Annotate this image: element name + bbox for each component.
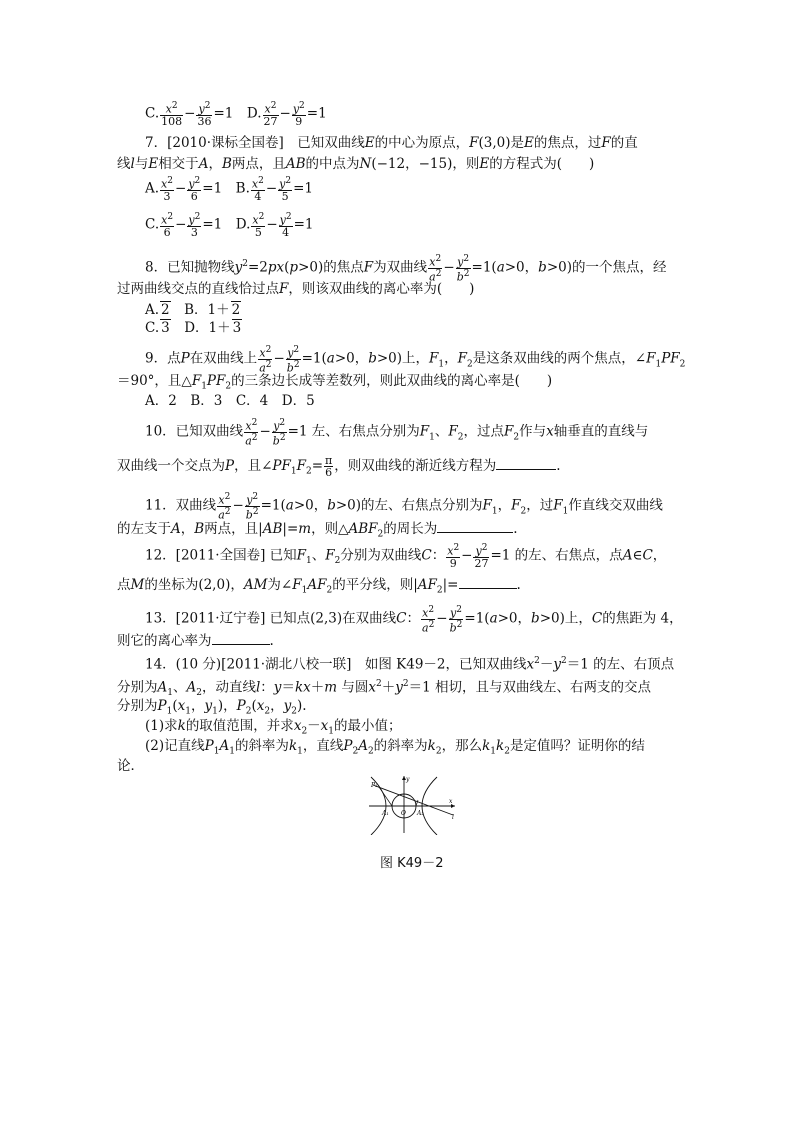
- text-line: 点M的坐标为(2,0)，AM为$\angle F_1AF_2$的平分线，则$|AF_2|=$ .: [117, 577, 521, 596]
- text-line: 14．(10 分)[2011·湖北八校一联] 如图 K49－2，已知双曲线$x^2-y^2=1$ 的左、右顶点: [145, 656, 675, 673]
- text-line: (1)求k的取值范围，并求$x_2-x_1$的最小值；: [145, 718, 402, 737]
- label-l: l: [452, 814, 454, 821]
- text-line: 12．[2011·全国卷] 已知$F_1$、$F_2$分别为双曲线C： $\frac{x^2}{9}$ − $\frac{y^2}{27}$ =1 的左、右焦点，点A∈C，: [145, 543, 667, 570]
- text-line: A．2 B．3 C．4 D．5: [145, 393, 315, 409]
- text-line: 分别为$P_1(x_1$，$y_1$)，$P_2(x_2$，$y_2$).: [117, 698, 307, 717]
- text-line: 8．已知抛物线$y^2=2px(p>0)$的焦点F为双曲线 $\frac{x^2}{a^2}$ − $\frac{y^2}{b^2}$ =1(a>0，b>0)的一个焦点，经: [145, 254, 667, 284]
- label-x: x: [449, 798, 453, 805]
- text-line: 9．点P在双曲线上 $\frac{x^2}{a^2}$ − $\frac{y^2}{b^2}$ =1(a>0，b>0)上，$F_1$，$F_2$是这条双曲线的两个焦点，$\angle F_1PF_2$: [145, 345, 686, 375]
- text-line: 13．[2011·辽宁卷] 已知点(2,3)在双曲线C： $\frac{x^2}{a^2}$ − $\frac{y^2}{b^2}$ =1(a>0，b>0)上，C的焦距为 4，: [145, 605, 683, 635]
- text-line: 线l与E相交于A，B两点，且AB的中点为N(−12，−15)，则E的方程式为( ): [117, 156, 595, 172]
- text-line: A. 2 B．1＋ 2: [145, 302, 241, 318]
- label-o: O: [401, 810, 406, 817]
- label-y: y: [406, 776, 410, 783]
- text-line: (2)记直线$P_1A_1$的斜率为$k_1$，直线$P_2A_2$的斜率为$k_2$，那么$k_1k_2$是定值吗？证明你的结: [145, 738, 645, 757]
- text-line: 论．: [117, 758, 144, 774]
- text-line: C. $\frac{x^2}{108}$ − $\frac{y^2}{36}$ =1 D. $\frac{x^2}{27}$ − $\frac{y^2}{9}$ =1: [145, 101, 327, 128]
- figure-caption: 图 K49－2: [380, 856, 444, 871]
- text-line: 双曲线一个交点为P，且$\angle PF_1F_2=$ $\frac{\pi}{6}$ ，则双曲线的渐近线方程为 .: [117, 454, 561, 479]
- text-line: 的左支于A，B两点，且|AB|=m，则$\triangle ABF_2$的周长为 .: [117, 521, 518, 540]
- label-p1: P₁: [371, 782, 378, 789]
- text-line: C. 3 D．1＋ 3: [145, 320, 242, 336]
- text-line: 则它的离心率为 .: [117, 633, 274, 649]
- text-line: C. $\frac{x^2}{6}$ − $\frac{y^2}{3}$ =1 D. $\frac{x^2}{5}$ − $\frac{y^2}{4}$ =1: [145, 212, 314, 239]
- text-line: 分别为$A_1$、$A_2$，动直线l：y＝kx＋m 与圆$x^2+y^2=1$ 相切，且与双曲线左、右两支的交点: [117, 679, 651, 699]
- text-line: 7．[2010·课标全国卷] 已知双曲线E的中心为原点，F(3,0)是E的焦点，过F的直: [145, 135, 638, 151]
- text-line: ＝90°，且$\triangle F_1PF_2$的三条边长成等差数列，则此双曲线的离心率是( ): [117, 373, 553, 392]
- text-line: 10．已知双曲线 $\frac{x^2}{a^2}$ − $\frac{y^2}{b^2}$ =1 左、右焦点分别为$F_1$、$F_2$，过点$F_2$作与x轴垂直的直线与: [145, 418, 649, 448]
- text-line: 11．双曲线 $\frac{x^2}{a^2}$ − $\frac{y^2}{b^2}$ =1(a>0，b>0)的左、右焦点分别为$F_1$，$F_2$，过$F_1$作直线交双曲线: [145, 492, 663, 522]
- label-a2: A₂: [417, 810, 424, 817]
- label-a1: A₁: [382, 810, 389, 817]
- hyperbola-figure: [365, 773, 457, 835]
- text-line: 过两曲线交点的直线恰过点F，则该双曲线的离心率为( ): [117, 281, 475, 297]
- text-line: A. $\frac{x^2}{3}$ − $\frac{y^2}{6}$ =1 B. $\frac{x^2}{4}$ − $\frac{y^2}{5}$ =1: [145, 176, 314, 203]
